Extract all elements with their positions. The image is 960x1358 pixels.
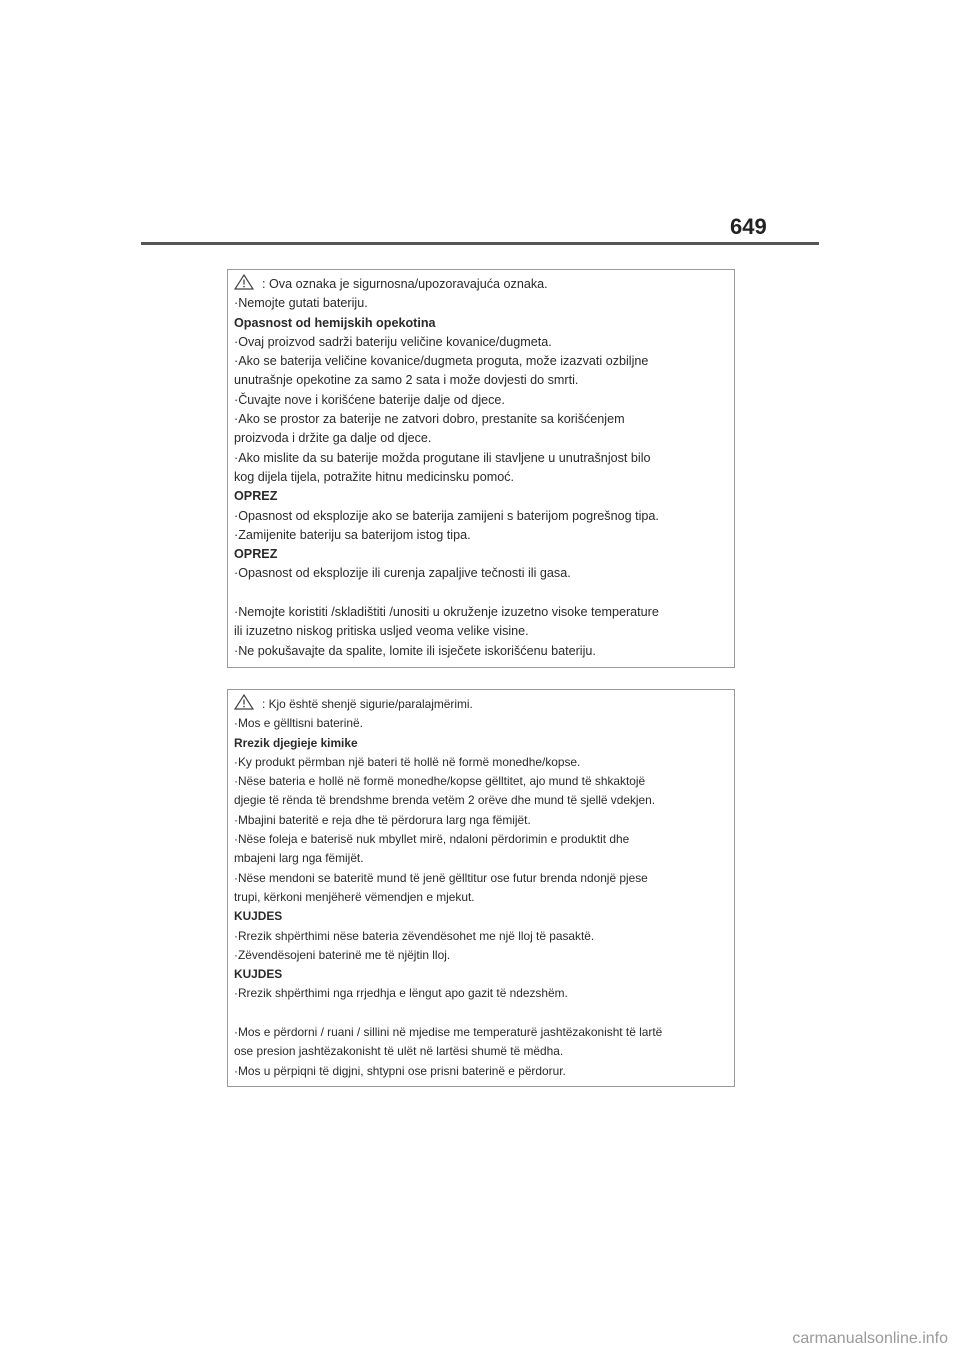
text-line: ·Nëse bateria e hollë në formë monedhe/kopse gëlltitet, ajo mund të shkaktojë	[234, 774, 646, 789]
section-heading: Rrezik djegieje kimike	[234, 735, 358, 750]
warning-triangle-icon	[234, 274, 254, 290]
text-line: ·Opasnost od eksplozije ako se baterija zamijeni s baterijom pogrešnog tipa.	[234, 508, 659, 523]
text-line: ·Ako se prostor za baterije ne zatvori dobro, prestanite sa korišćenjem	[234, 412, 625, 427]
text-line: ·Mos u përpiqni të digjni, shtypni ose prisni baterinë e përdorur.	[234, 1063, 566, 1078]
text-line: proizvoda i držite ga dalje od djece.	[234, 431, 432, 446]
caution-heading: KUJDES	[234, 909, 283, 924]
text-line: ·Čuvajte nove i korišćene baterije dalje od djece.	[234, 392, 505, 407]
text-line: unutrašnje opekotine za samo 2 sata i može dovjesti do smrti.	[234, 373, 579, 388]
text-line: ·Nemojte gutati bateriju.	[234, 296, 368, 311]
text-line: ·Ky produkt përmban një bateri të hollë në formë monedhe/kopse.	[234, 754, 581, 769]
text-line: ·Ako se baterija veličine kovanice/dugmeta proguta, može izazvati ozbiljne	[234, 354, 649, 369]
text-line: ose presion jashtëzakonisht të ulët në lartësi shumë të mëdha.	[234, 1044, 564, 1059]
text-line: ·Ne pokušavajte da spalite, lomite ili isječete iskorišćenu bateriju.	[234, 643, 596, 658]
section-heading: Opasnost od hemijskih opekotina	[234, 315, 436, 330]
spacer	[234, 1004, 730, 1023]
text-line: ·Zamijenite bateriju sa baterijom istog tipa.	[234, 527, 471, 542]
spacer	[234, 584, 730, 603]
header-rule	[141, 242, 819, 245]
text-line: ·Nemojte koristiti /skladištiti /unositi u okruženje izuzetno visoke temperature	[234, 605, 659, 620]
safety-label-text: : Ova oznaka je sigurnosna/upozoravajuća oznaka.	[262, 277, 548, 291]
text-line: ·Nëse mendoni se bateritë mund të jenë gëlltitur ose futur brenda ndonjë pjese	[234, 870, 648, 885]
text-line: ili izuzetno niskog pritiska usljed veoma velike visine.	[234, 624, 529, 639]
text-line: ·Mbajini bateritë e reja dhe të përdorura larg nga fëmijët.	[234, 812, 531, 827]
watermark: carmanualsonline.info	[792, 1330, 948, 1347]
warning-triangle-icon	[234, 694, 254, 710]
caution-heading: KUJDES	[234, 967, 283, 982]
text-line: ·Ako mislite da su baterije možda progutane ili stavljene u unutrašnjost bilo	[234, 450, 651, 465]
text-line: ·Rrezik shpërthimi nëse bateria zëvendësohet me një lloj të pasaktë.	[234, 928, 595, 943]
albanian-warning-box	[227, 689, 735, 1087]
text-line: ·Opasnost od eksplozije ili curenja zapaljive tečnosti ili gasa.	[234, 566, 571, 581]
safety-label-line	[234, 274, 730, 294]
page-number: 649	[730, 214, 767, 239]
text-line: ·Nëse foleja e baterisë nuk mbyllet mirë, ndaloni përdorimin e produktit dhe	[234, 832, 630, 847]
text-line: trupi, kërkoni menjëherë vëmendjen e mjekut.	[234, 889, 475, 904]
caution-heading: OPREZ	[234, 489, 278, 504]
text-line: mbajeni larg nga fëmijët.	[234, 851, 364, 866]
text-line: djegie të rënda të brendshme brenda vetëm 2 orëve dhe mund të sjellë vdekjen.	[234, 793, 656, 808]
text-line: ·Mos e gëlltisni baterinë.	[234, 716, 363, 731]
safety-label-text: : Kjo është shenjë sigurie/paralajmërimi.	[262, 697, 473, 711]
caution-heading: OPREZ	[234, 547, 278, 562]
text-line: ·Zëvendësojeni baterinë me të njëjtin lloj.	[234, 947, 451, 962]
safety-label-line	[234, 694, 730, 714]
text-line: ·Ovaj proizvod sadrži bateriju veličine kovanice/dugmeta.	[234, 334, 552, 349]
text-line: kog dijela tijela, potražite hitnu medicinsku pomoć.	[234, 469, 515, 484]
bosnian-warning-box	[227, 269, 735, 668]
text-line: ·Rrezik shpërthimi nga rrjedhja e lëngut apo gazit të ndezshëm.	[234, 986, 568, 1001]
text-line: ·Mos e përdorni / ruani / sillini në mjedise me temperaturë jashtëzakonisht të lartë	[234, 1025, 663, 1040]
